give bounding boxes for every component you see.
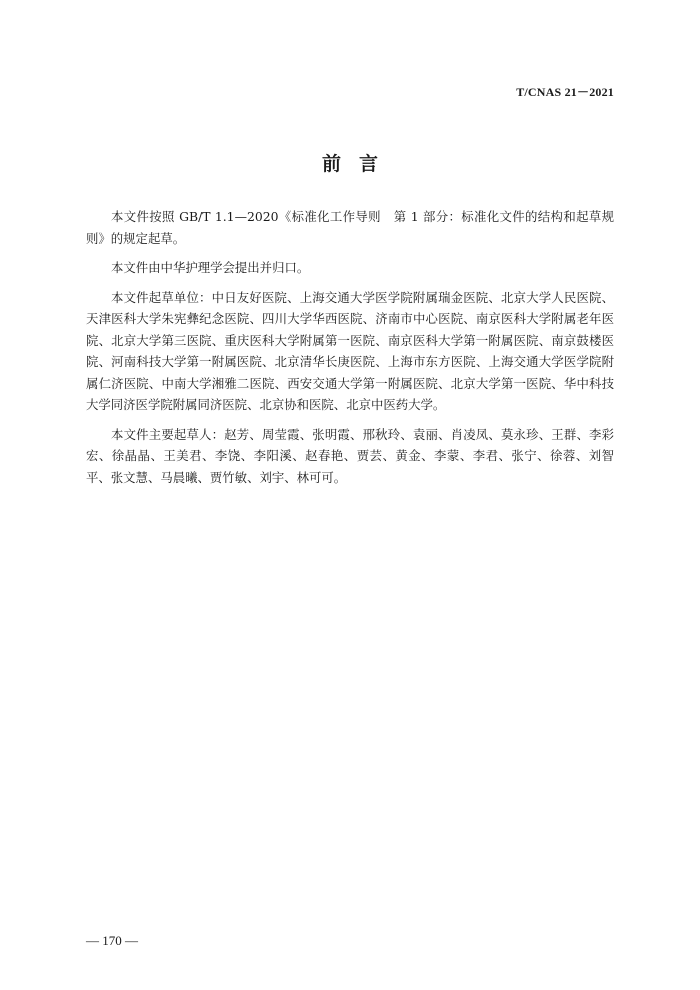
page-title: 前言: [321, 153, 396, 175]
page-number: — 170 —: [86, 933, 138, 948]
foreword-body: [86, 206, 614, 496]
document-code: T/CNAS 21－2021: [516, 85, 614, 99]
paragraph-proposer: 本文件由中华护理学会提出并归口。: [111, 260, 310, 275]
header-divider: [86, 104, 614, 105]
paragraph-drafting-units: 本文件起草单位：中日友好医院、上海交通大学医学院附属瑞金医院、北京大学人民医院、天津医科大学朱宪彝纪念医院、四川大学华西医院、济南市中心医院、南京医科大学附属老年医院、北京大学第三医院、重庆医科大学附属第一医院、南京医科大学第一附属医院、南京鼓楼医院、河南科技大学第一附属医院、北京清华长庚医院、上海市东方医院、上海交通大学医学院附属仁济医院、中南大学湘雅二医院、西安交通大学第一附属医院、北京大学第一医院、华中科技大学同济医学院附属同济医院、北京协和医院、北京中医药大学。: [86, 289, 614, 412]
paragraph-drafting-basis: 本文件按照 GB/T 1.1—2020《标准化工作导则 第 1 部分：标准化文件的结构和起草规则》的规定起草。: [86, 209, 614, 246]
paragraph-main-drafters: 本文件主要起草人：赵芳、周莹霞、张明霞、邢秋玲、袁丽、肖凌凤、莫永珍、王群、李彩宏、徐晶晶、王美君、李饶、李阳溪、赵春艳、贾芸、黄金、李蒙、李君、张宁、徐蓉、刘智平、张文慧、马晨曦、贾竹敏、刘宇、林可可。: [86, 426, 614, 485]
